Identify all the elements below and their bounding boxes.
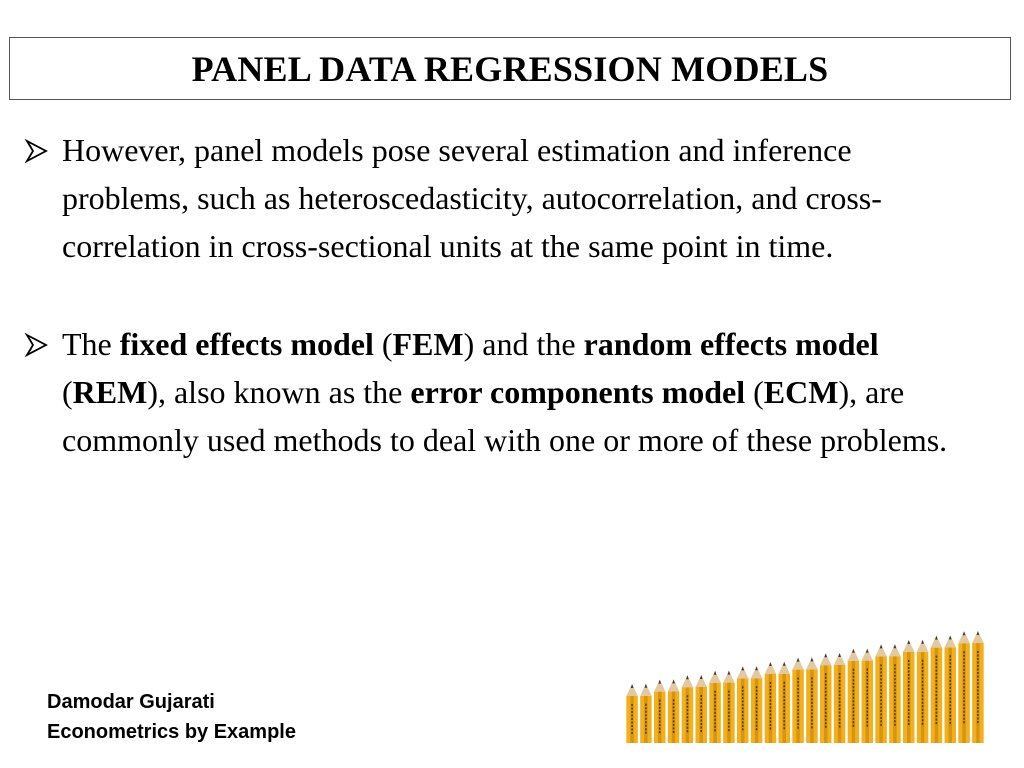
pencil-icon — [668, 679, 680, 743]
pencil-icon — [640, 684, 652, 743]
bullet-item-2 — [24, 320, 984, 464]
term-fem: FEM — [392, 326, 464, 362]
bullet-2-text: The fixed effects model (FEM) and the random effects model (REM), also known as the error components model (ECM), are commonly used methods to deal with one or more of these problems. — [62, 326, 948, 458]
arrow-bullet-icon — [24, 333, 48, 357]
pencil-icon — [931, 636, 943, 743]
footer-book: Econometrics by Example — [47, 721, 296, 743]
term-random-effects-model: random effects model — [583, 326, 879, 362]
pencil-icon — [889, 644, 901, 743]
bullet-1-text: However, panel models pose several estimation and inference problems, such as heteroscedasticity, autocorrelation, and cross-correlation in cross-sectional units at the same point in time. — [62, 132, 882, 264]
pencil-icon — [682, 675, 694, 743]
footer-author: Damodar Gujarati — [47, 691, 215, 713]
term-rem: REM — [72, 374, 148, 410]
pencils-image — [624, 626, 986, 743]
bullet-list — [24, 126, 984, 464]
arrow-bullet-icon — [24, 139, 48, 163]
footer-citation — [47, 687, 296, 747]
pencil-icon — [779, 662, 791, 743]
pencil-icon — [820, 653, 832, 743]
pencil-icon — [696, 675, 708, 743]
pencil-icon — [875, 644, 887, 743]
pencil-icon — [903, 640, 915, 743]
pencil-icon — [737, 666, 749, 743]
title-box — [9, 37, 1011, 100]
pencil-icon — [709, 671, 721, 743]
term-ecm: ECM — [763, 374, 839, 410]
pencil-icon — [806, 657, 818, 743]
pencil-icon — [654, 680, 666, 743]
pencil-icon — [792, 658, 804, 743]
pencil-icon — [834, 653, 846, 743]
pencil-icon — [723, 671, 735, 743]
pencil-icon — [848, 649, 860, 743]
pencil-icon — [917, 640, 929, 743]
pencil-icon — [958, 631, 970, 743]
slide-title: PANEL DATA REGRESSION MODELS — [191, 48, 829, 89]
pencil-icon — [972, 631, 984, 743]
bullet-item-1 — [24, 126, 984, 270]
pencil-icon — [945, 635, 957, 743]
pencil-icon — [751, 666, 763, 743]
term-error-components-model: error components model — [410, 374, 746, 410]
pencil-icon — [862, 649, 874, 743]
pencil-icon — [626, 684, 638, 743]
pencil-icon — [765, 662, 777, 743]
term-fixed-effects-model: fixed effects model — [119, 326, 374, 362]
